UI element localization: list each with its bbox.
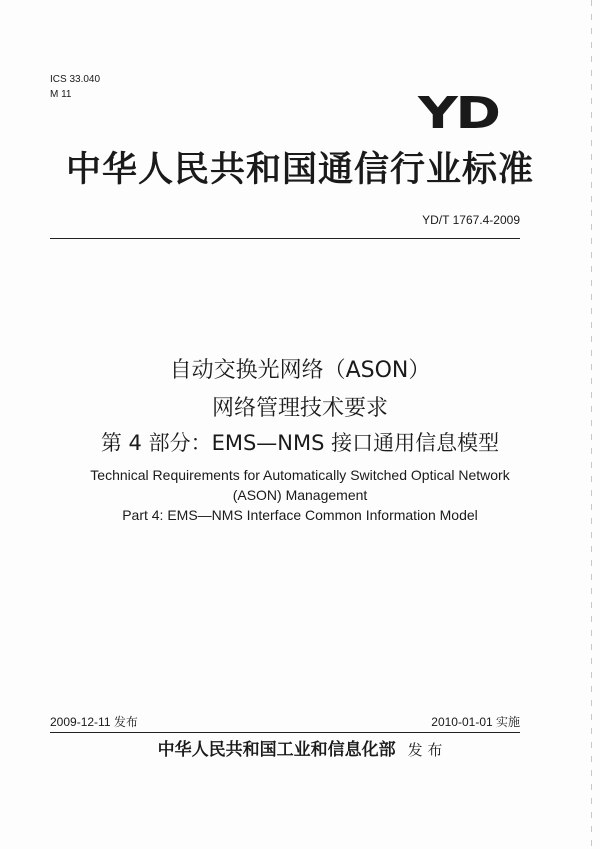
issuer-name: 中华人民共和国工业和信息化部 (157, 740, 396, 760)
issue-date: 2009-12-11 发布 (50, 715, 138, 729)
bottom-divider (50, 732, 520, 733)
yd-logo: YD (418, 88, 499, 139)
issuing-authority (40, 737, 560, 763)
title-en-line-3: Part 4: EMS—NMS Interface Common Information Model (122, 507, 478, 523)
scan-edge (591, 0, 592, 849)
standard-type-heading: 中华人民共和国通信行业标准 (65, 150, 534, 190)
title-cn-line-3: 第 4 部分：EMS—NMS 接口通用信息模型 (100, 431, 500, 455)
title-en-line-1: Technical Requirements for Automatically Switched Optical Network (90, 467, 510, 483)
ics-code: ICS 33.040 (50, 74, 101, 85)
title-cn-line-1: 自动交换光网络（ASON） (169, 358, 431, 383)
top-divider (50, 238, 520, 239)
title-en-line-2: (ASON) Management (232, 487, 368, 503)
standard-number: YD/T 1767.4-2009 (422, 213, 520, 227)
classification-codes (50, 72, 100, 102)
issuer-verb: 发 布 (407, 741, 443, 759)
implementation-date: 2010-01-01 实施 (431, 715, 520, 729)
title-cn-line-2: 网络管理技术要求 (211, 396, 388, 421)
ccs-code: M 11 (50, 89, 72, 100)
